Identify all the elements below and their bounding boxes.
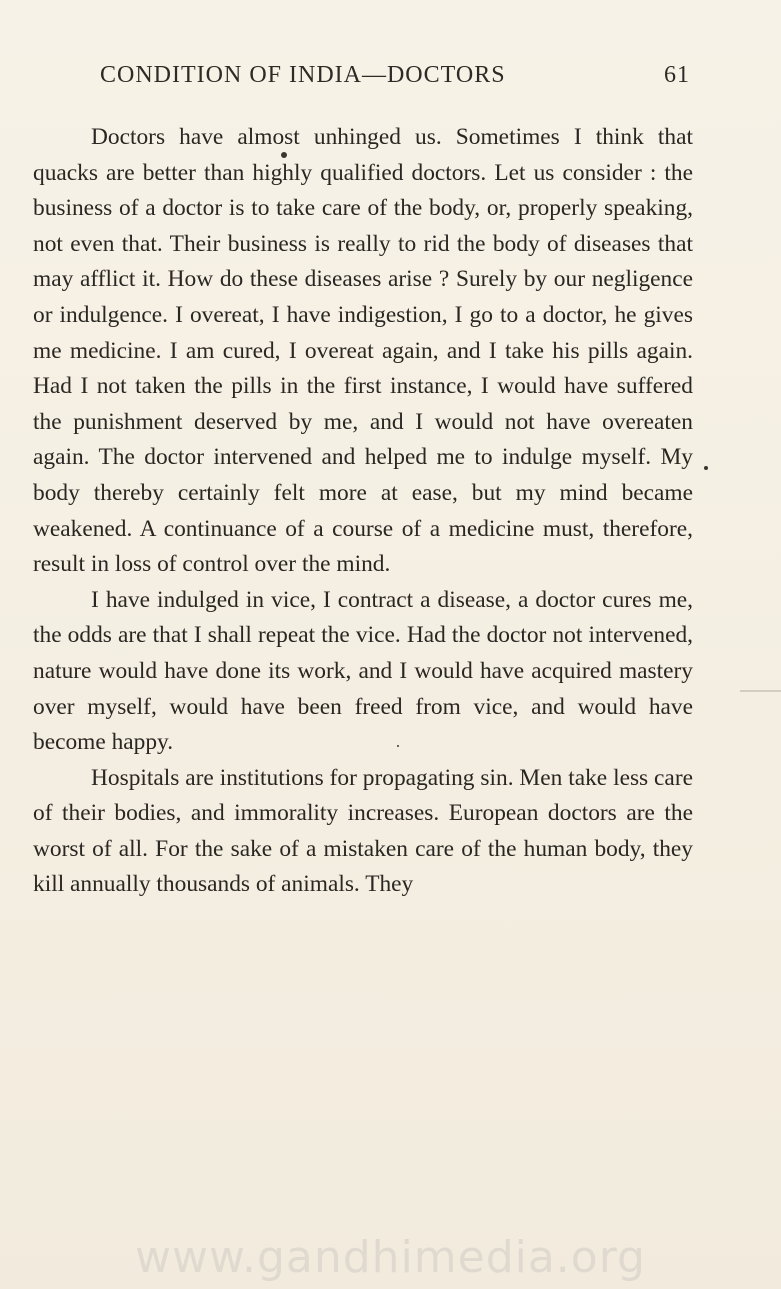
page-header xyxy=(100,62,690,89)
paragraph-hospitals: Hospitals are institutions for propagating sin. Men take less care of their bodies, and immorality increases. European doctors are the worst of all. For the sake of a mistaken care of the human body, they kill annually thousands of animals. They xyxy=(33,764,693,898)
ink-speck xyxy=(704,466,708,470)
page-number: 61 xyxy=(664,62,690,88)
ink-speck xyxy=(281,152,287,158)
paragraph-vice: I have indulged in vice, I contract a disease, a doctor cures me, the odds are that I shall repeat the vice. Had the doctor not intervened, nature would have done its work, and I would have acquired mastery over myself, would have been freed from vice, and would have become happy. xyxy=(33,586,693,756)
running-title: CONDITION OF INDIA—DOCTORS xyxy=(100,62,506,88)
paragraph-doctors: Doctors have almost unhinged us. Sometimes I think that quacks are better than highly qualified doctors. Let us consider : the business of a doctor is to take care of the body, or, properly speaking, not even that. Their business is really to rid the body of diseases that may afflict it. How do these diseases arise ? Surely by our negligence or indulgence. I overeat, I have indigestion, I go to a doctor, he gives me medicine. I am cured, I overeat again, and I take his pills again. Had I not taken the pills in the first instance, I would have suffered the punishment deserved by me, and I would not have overeaten again. The doctor intervened and helped me to indulge myself. My body thereby certainly felt more at ease, but my mind became weakened. A continuance of a course of a medicine must, therefore, result in loss of control over the mind. xyxy=(33,124,693,578)
page-edge-mark xyxy=(740,690,781,692)
watermark: www.gandhimedia.org xyxy=(135,1232,646,1283)
body-text xyxy=(33,120,693,903)
ink-speck xyxy=(397,745,399,747)
